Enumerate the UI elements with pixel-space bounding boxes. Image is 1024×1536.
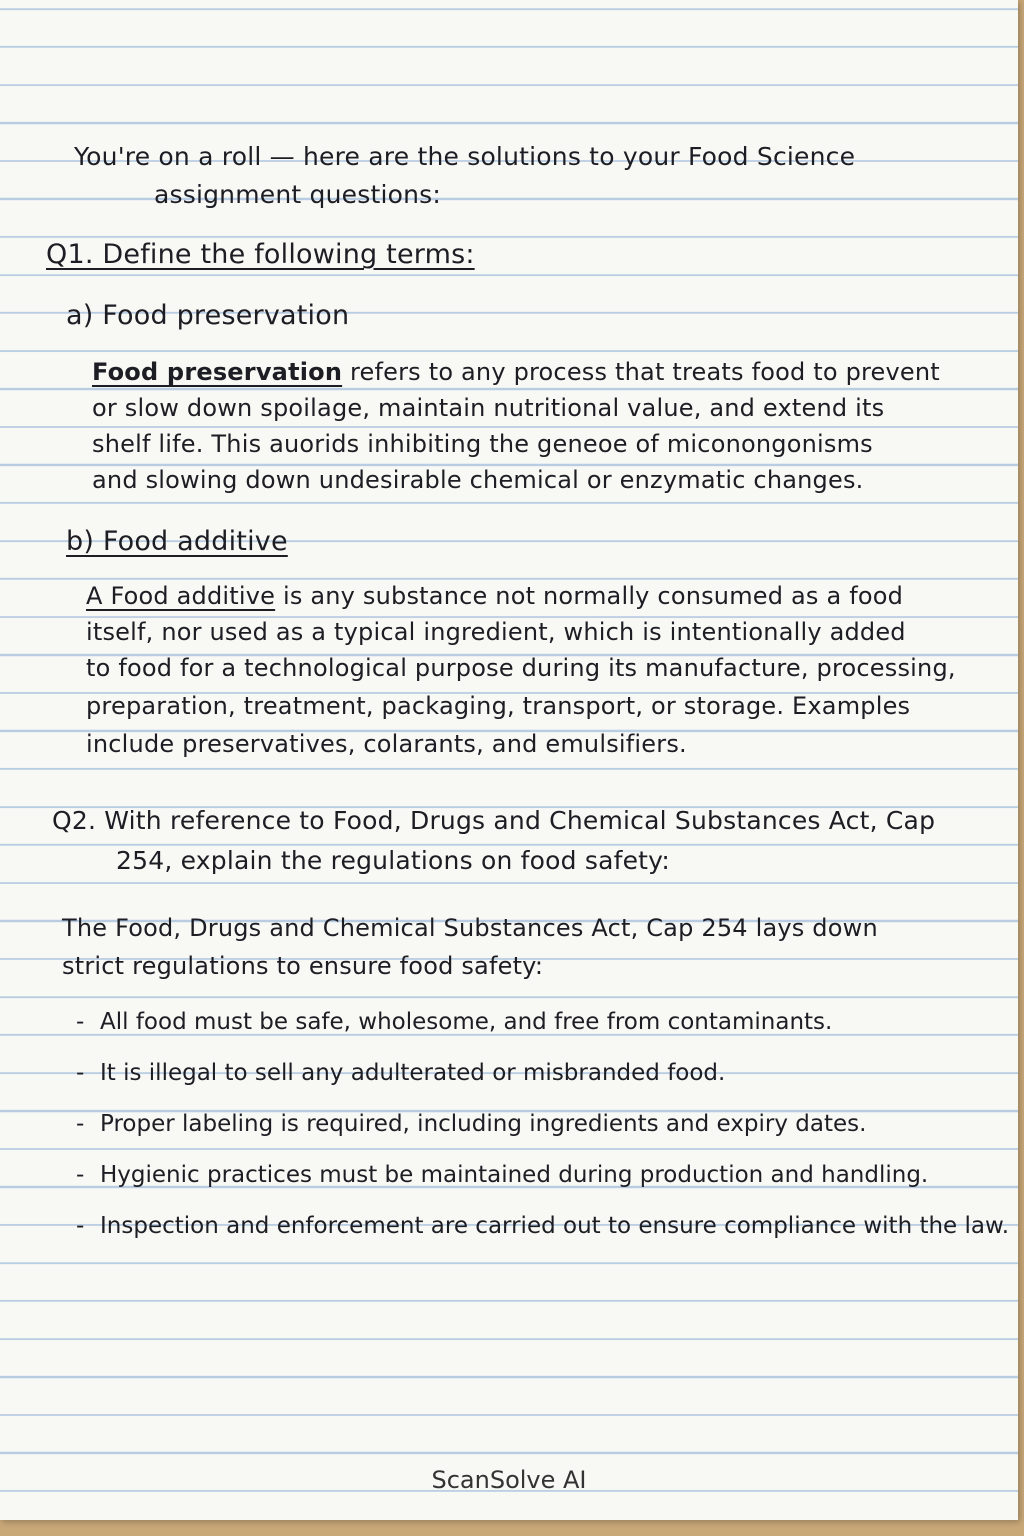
q1-a-line-1 — [92, 354, 940, 390]
q1-b-line-5: include preservatives, colarants, and emulsifiers. — [86, 730, 687, 758]
list-item: - Inspection and enforcement are carried out to ensure compliance with the law. — [76, 1213, 1010, 1239]
q1-b-label: b) Food additive — [66, 526, 288, 557]
footer-brand: ScanSolve AI — [431, 1466, 587, 1494]
q2-heading-line-2: 254, explain the regulations on food safety: — [116, 846, 670, 875]
term-food-additive: A Food additive — [86, 582, 276, 610]
term-food-preservation: Food preservation — [92, 358, 343, 386]
q1-b-line-1 — [86, 578, 903, 614]
intro-line-1: You're on a roll — here are the solutions to your Food Science — [74, 142, 856, 171]
list-item: - All food must be safe, wholesome, and free from contaminants. — [76, 1009, 833, 1035]
q1-a-line-3: shelf life. This auorids inhibiting the geneoe of miconongonisms — [92, 430, 873, 458]
q1-a-line-2: or slow down spoilage, maintain nutritional value, and extend its — [92, 394, 885, 422]
list-item: - It is illegal to sell any adulterated or misbranded food. — [76, 1060, 726, 1086]
q2-heading-line-1: Q2. With reference to Food, Drugs and Chemical Substances Act, Cap — [52, 806, 936, 835]
q2-intro-line-1: The Food, Drugs and Chemical Substances Act, Cap 254 lays down — [62, 914, 878, 942]
q2-bullet-list — [76, 1002, 1009, 1257]
intro-line-2: assignment questions: — [154, 180, 442, 209]
q1-heading: Q1. Define the following terms: — [46, 239, 475, 270]
q1-b-line-4: preparation, treatment, packaging, transport, or storage. Examples — [86, 692, 911, 720]
q1-a-line-1-text: refers to any process that treats food to prevent — [349, 358, 940, 386]
q1-a-line-4: and slowing down undesirable chemical or enzymatic changes. — [92, 466, 864, 494]
q2-intro-line-2: strict regulations to ensure food safety: — [62, 952, 544, 980]
q1-a-label: a) Food preservation — [66, 300, 350, 331]
list-item: - Proper labeling is required, including ingredients and expiry dates. — [76, 1111, 867, 1137]
q1-b-line-3: to food for a technological purpose during its manufacture, processing, — [86, 654, 956, 682]
q1-b-line-2: itself, nor used as a typical ingredient, which is intentionally added — [86, 618, 906, 646]
q1-b-line-1-text: is any substance not normally consumed as a food — [282, 582, 904, 610]
list-item: - Hygienic practices must be maintained during production and handling. — [76, 1162, 929, 1188]
